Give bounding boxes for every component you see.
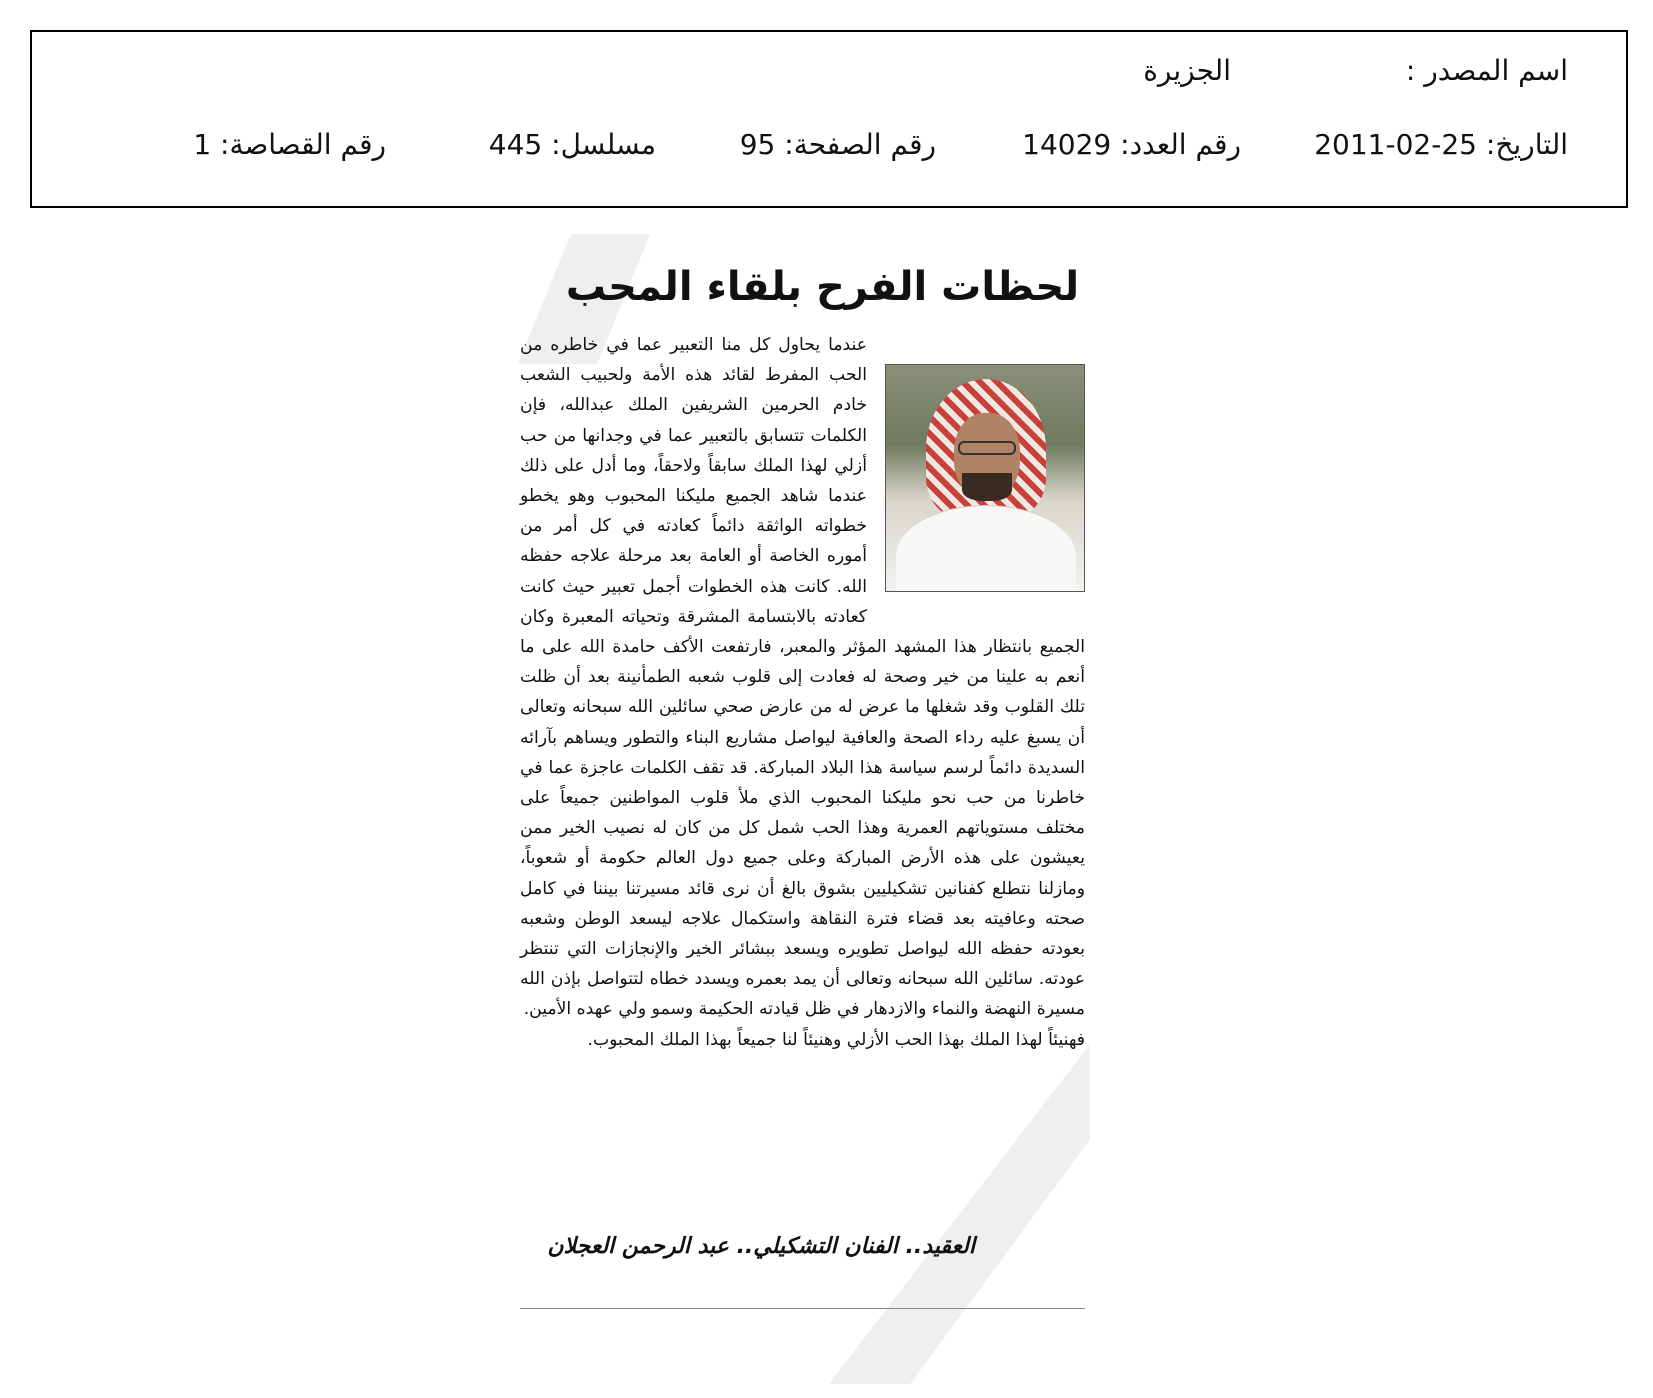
- photo-float-spacer: [867, 330, 1085, 626]
- article-paragraph: فهنيئاً لهذا الملك بهذا الحب الأزلي وهنيئاً لنا جميعاً بهذا الملك المحبوب.: [587, 1029, 1085, 1050]
- bottom-divider: [520, 1308, 1085, 1309]
- newspaper-clipping: [520, 234, 1085, 1386]
- source-label: اسم المصدر :: [1405, 54, 1568, 87]
- issue-number-field: رقم العدد: 14029: [1022, 128, 1241, 161]
- clip-number-field: رقم القصاصة: 1: [193, 128, 386, 161]
- author-signature: العقيد.. الفنان التشكيلي.. عبد الرحمن العجلان: [547, 1234, 975, 1259]
- page-number-field: رقم الصفحة: 95: [739, 128, 936, 161]
- date-field: التاريخ: 25-02-2011: [1314, 128, 1568, 161]
- metadata-header: [30, 30, 1628, 208]
- watermark-band: [800, 1044, 1090, 1384]
- serial-field: مسلسل: 445: [488, 128, 656, 161]
- article-body: [520, 330, 1085, 1055]
- article-paragraph: عندما يحاول كل منا التعبير عما في خاطره من الحب المفرط لقائد هذه الأمة ولحبيب الشعب خادم الحرمين الشريفين الملك عبدالله، فإن الكلمات تتسابق بالتعبير عما في وجدانها من حب أزلي لهذا الملك سابقاً ولاحقاً، وما أدل على ذلك عندما شاهد الجميع مليكنا المحبوب وهو يخطو خطواته الواثقة دائماً كعادته في كل أمر من أموره الخاصة أو العامة بعد مرحلة علاجه حفظه الله. كانت هذه الخطوات أجمل تعبير حيث كانت كعادته بالابتسامة المشرقة وتحياته المعبرة وكان الجميع بانتظار هذا المشهد المؤثر والمعبر، فارتفعت الأكف حامدة الله على ما أنعم به علينا من خير وصحة له فعادت إلى قلوب شعبه الطمأنينة بعد أن ظلت تلك القلوب وقد شغلها ما عرض له من عارض صحي سائلين الله سبحانه وتعالى أن يسبغ عليه رداء الصحة والعافية ليواصل مشاريع البناء والتطور ويساهم بآرائه السديدة دائماً لرسم سياسة هذا البلاد المباركة. قد تقف الكلمات عاجزة عما في خاطرنا من حب نحو مليكنا المحبوب الذي ملأ قلوب المواطنين جميعاً على مختلف مستوياتهم العمرية وهذا الحب شمل كل من كان له نصيب الخير ممن يعيشون على هذه الأرض المباركة وعلى جميع دول العالم حكومة أو شعوباً، ومازلنا نتطلع كفنانين تشكيليين بشوق بالغ أن نرى قائد مسيرتنا بيننا في كامل صحته وعافيته بعد قضاء فترة النقاهة واستكمال علاجه ليسعد الوطن وشعبه بعودته حفظه الله ليواصل تطويره ويسعد ببشائر الخير والإنجازات التي تنتظر عودته. سائلين الله سبحانه وتعالى أن يمد بعمره ويسدد خطاه لتتواصل بإذن الله مسيرة النهضة والنماء والازدهار في ظل قيادته الحكيمة وسمو ولي عهده الأمين.: [520, 335, 1085, 1020]
- article-headline: لحظات الفرح بلقاء المحب: [565, 264, 1080, 310]
- source-value: الجزيرة: [1143, 54, 1231, 87]
